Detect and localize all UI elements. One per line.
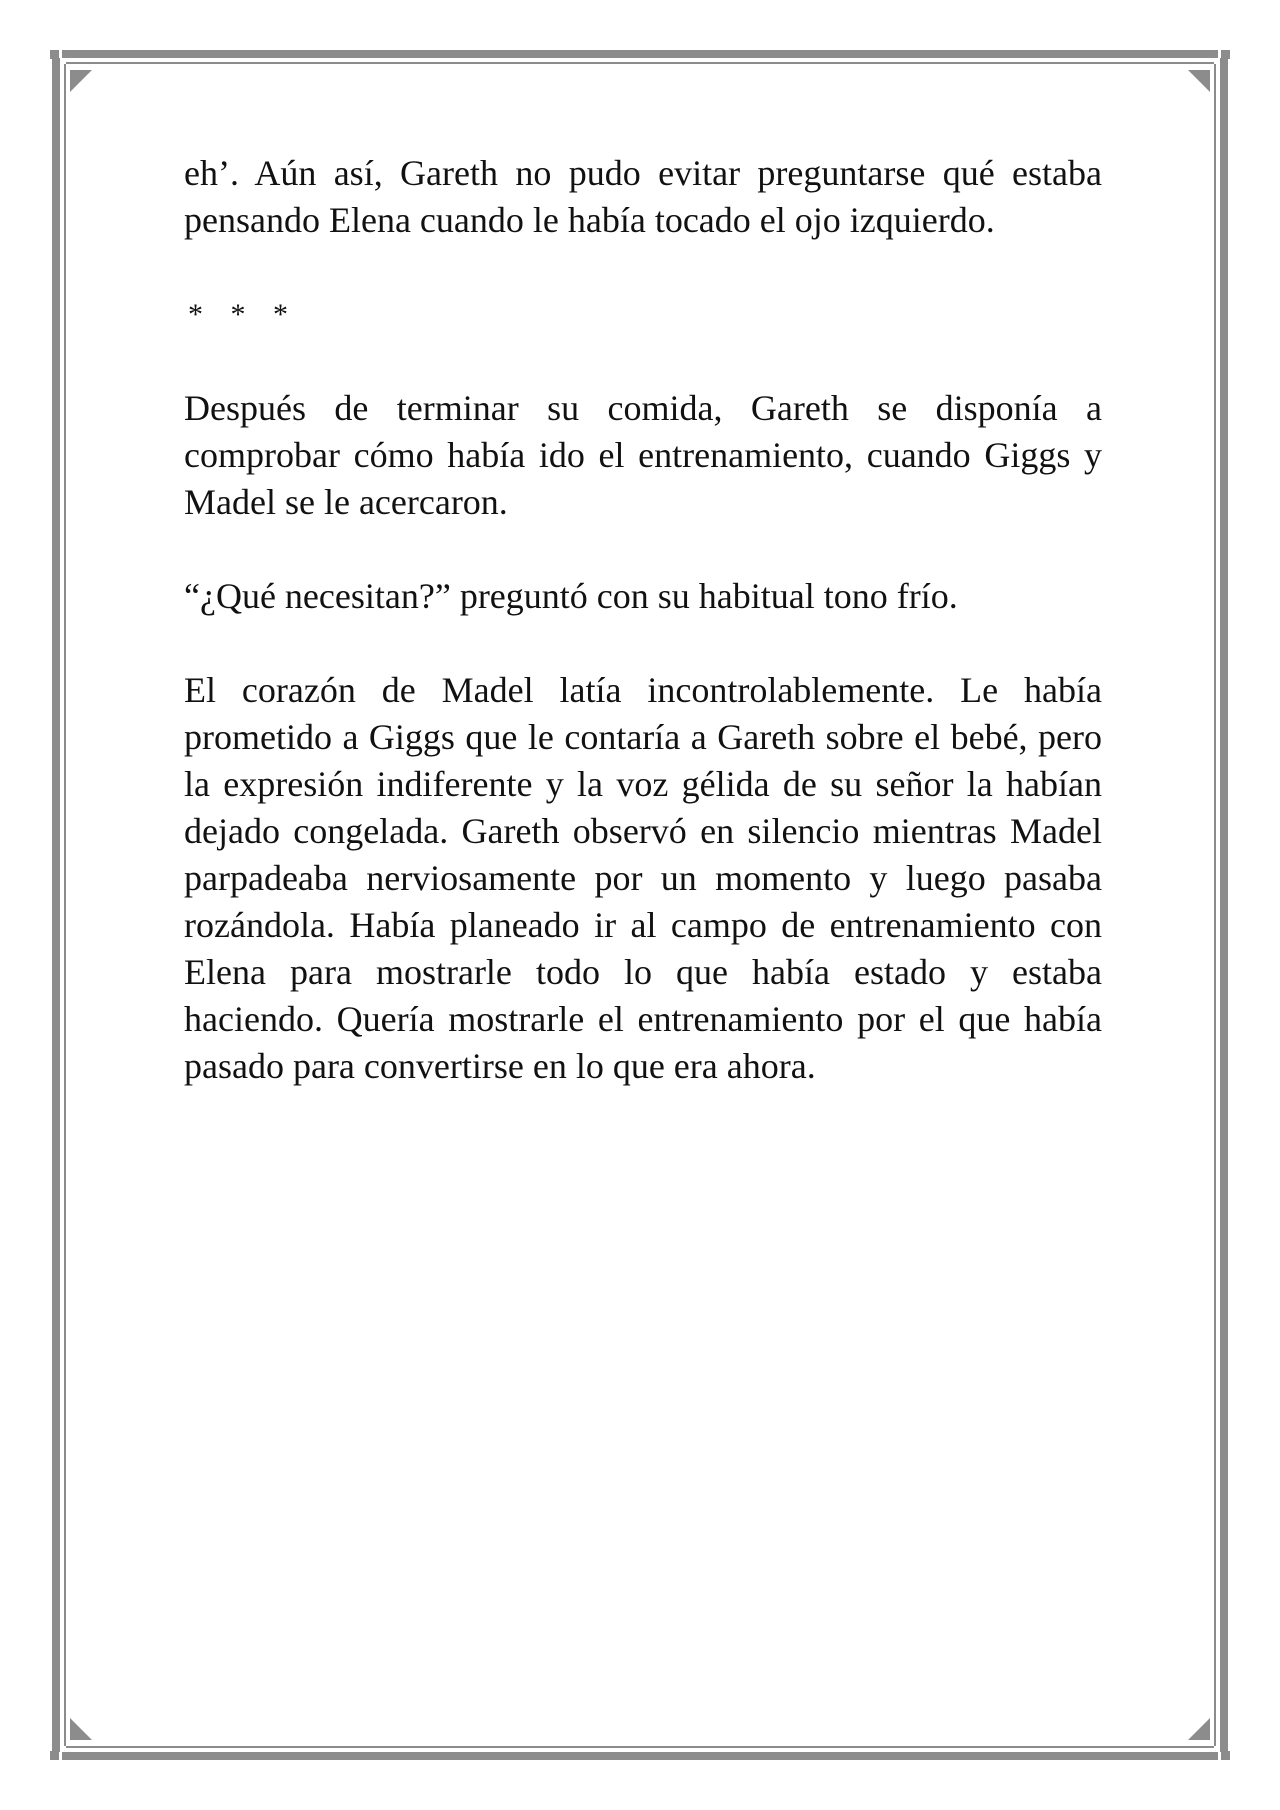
page-body [184, 150, 1102, 1137]
paragraph-after-meal: Después de terminar su comida, Gareth se disponía a comprobar cómo había ido el entrenamiento, cuando Giggs y Madel se le acercaron. [184, 388, 1102, 522]
paragraph-continuation: eh’. Aún así, Gareth no pudo evitar preguntarse qué estaba pensando Elena cuando le había tocado el ojo izquierdo. [184, 153, 1102, 240]
scene-break: * * * [188, 298, 298, 331]
paragraph-madel: El corazón de Madel latía incontrolablemente. Le había prometido a Giggs que le contaría a Gareth sobre el bebé, pero la expresión indiferente y la voz gélida de su señor la habían dejado congelada. Gareth observó en silencio mientras Madel parpadeaba nerviosamente por un momento y luego pasaba rozándola. Había planeado ir al campo de entrenamiento con Elena para mostrarle todo lo que había estado y estaba haciendo. Quería mostrarle el entrenamiento por el que había pasado para convertirse en lo que era ahora. [184, 670, 1102, 1086]
dialogue-line: “¿Qué necesitan?” preguntó con su habitual tono frío. [184, 576, 958, 616]
